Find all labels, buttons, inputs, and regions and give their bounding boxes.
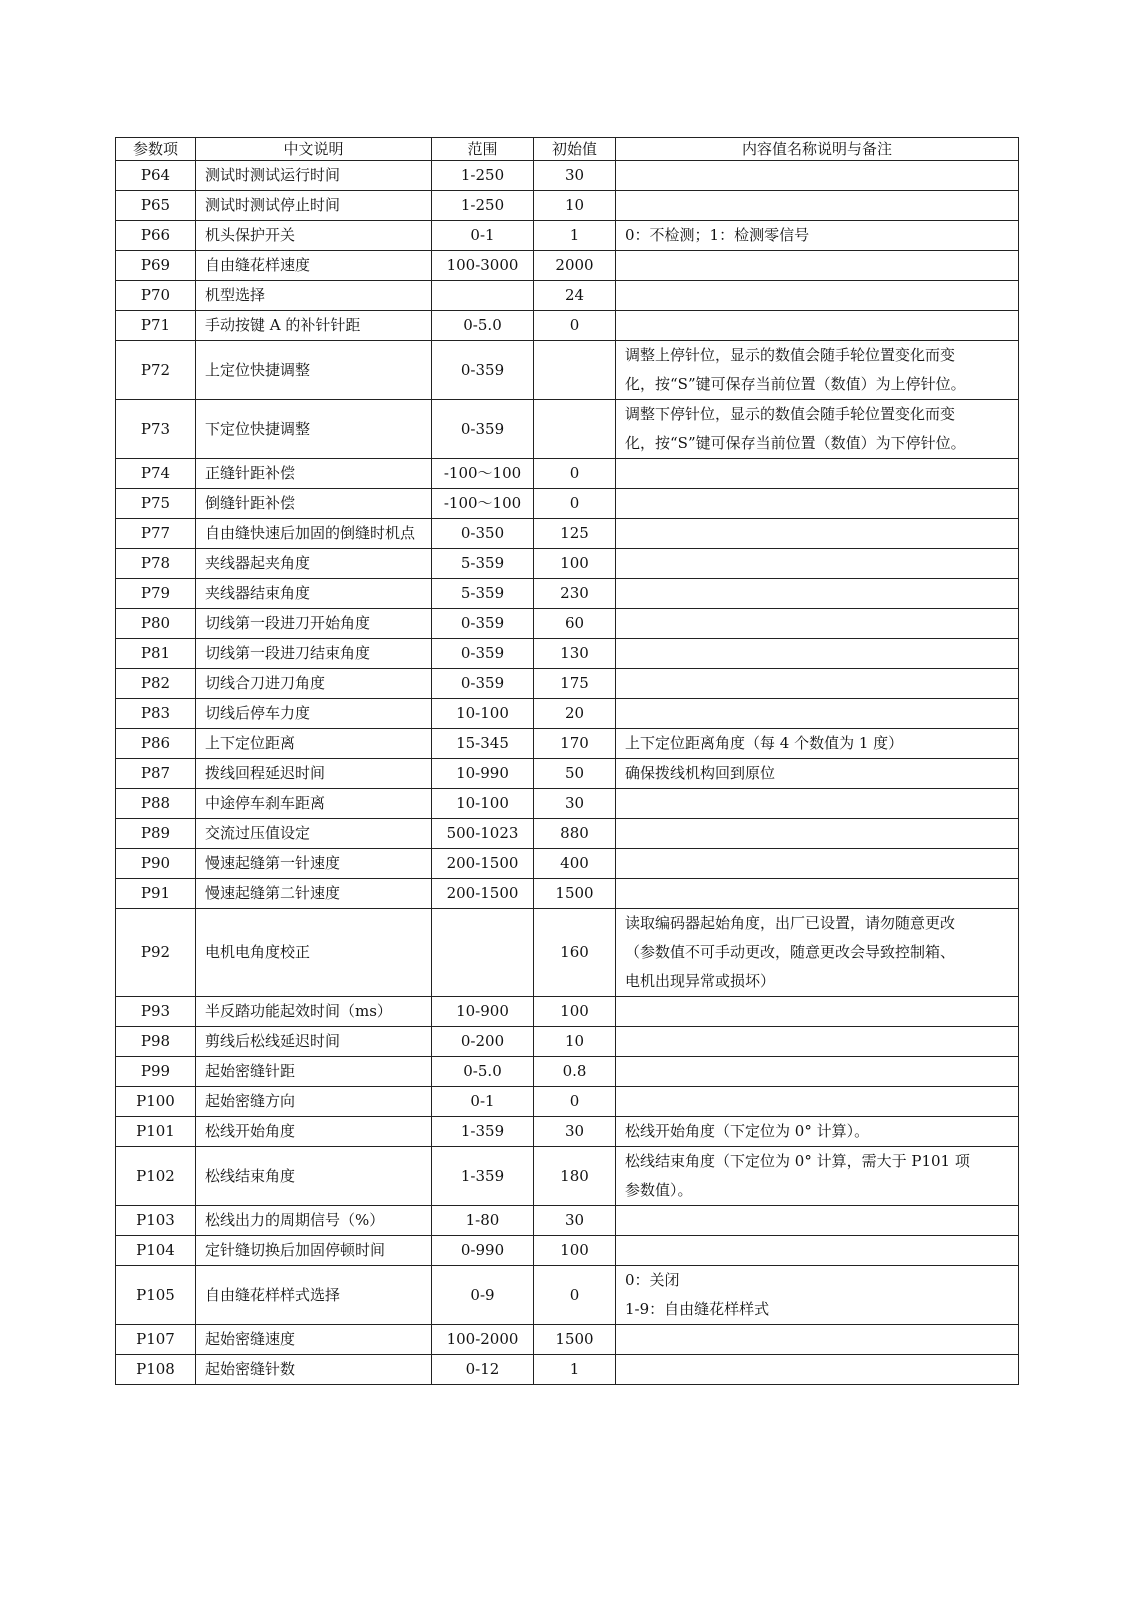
description-cell: 起始密缝速度 <box>196 1325 432 1355</box>
notes-cell <box>616 1027 1019 1057</box>
table-row <box>116 1027 1019 1057</box>
table-row <box>116 789 1019 819</box>
note-line: 确保拨线机构回到原位 <box>625 764 776 782</box>
table-row <box>116 459 1019 489</box>
note-line: 读取编码器起始角度，出厂已设置，请勿随意更改 <box>625 914 956 932</box>
initial-value-cell: 30 <box>534 1117 616 1147</box>
note-line: 调整上停针位，显示的数值会随手轮位置变化而变 <box>625 346 956 364</box>
range-cell: 200-1500 <box>432 849 534 879</box>
range-cell: 0-9 <box>432 1266 534 1325</box>
range-cell: 0-1 <box>432 1087 534 1117</box>
range-cell: 5-359 <box>432 549 534 579</box>
table-row <box>116 1325 1019 1355</box>
initial-value-cell: 100 <box>534 997 616 1027</box>
range-cell <box>432 281 534 311</box>
notes-cell <box>616 669 1019 699</box>
description-cell: 上下定位距离 <box>196 729 432 759</box>
notes-cell <box>616 879 1019 909</box>
notes-cell <box>616 341 1019 400</box>
description-cell: 自由缝花样速度 <box>196 251 432 281</box>
description-cell: 机头保护开关 <box>196 221 432 251</box>
param-id-cell: P70 <box>116 281 196 311</box>
notes-cell <box>616 849 1019 879</box>
table-row <box>116 251 1019 281</box>
notes-cell <box>616 459 1019 489</box>
initial-value-cell: 0 <box>534 1087 616 1117</box>
range-cell: 0-5.0 <box>432 1057 534 1087</box>
notes-cell <box>616 221 1019 251</box>
range-cell: 200-1500 <box>432 879 534 909</box>
param-id-cell: P92 <box>116 909 196 997</box>
param-id-cell: P64 <box>116 161 196 191</box>
param-id-cell: P66 <box>116 221 196 251</box>
param-id-cell: P69 <box>116 251 196 281</box>
description-cell: 夹线器起夹角度 <box>196 549 432 579</box>
param-id-cell: P71 <box>116 311 196 341</box>
range-cell: 0-350 <box>432 519 534 549</box>
description-cell: 下定位快捷调整 <box>196 400 432 459</box>
header-notes: 内容值名称说明与备注 <box>616 138 1019 161</box>
table-row <box>116 161 1019 191</box>
description-cell: 夹线器结束角度 <box>196 579 432 609</box>
initial-value-cell: 0 <box>534 1266 616 1325</box>
initial-value-cell: 175 <box>534 669 616 699</box>
notes-cell <box>616 161 1019 191</box>
range-cell: 15-345 <box>432 729 534 759</box>
range-cell: 0-12 <box>432 1355 534 1385</box>
table-row <box>116 519 1019 549</box>
note-line: 上下定位距离角度（每 4 个数值为 1 度） <box>625 734 904 752</box>
table-row <box>116 669 1019 699</box>
parameter-table <box>115 137 1019 1385</box>
initial-value-cell: 0.8 <box>534 1057 616 1087</box>
range-cell: 1-80 <box>432 1206 534 1236</box>
notes-cell <box>616 1117 1019 1147</box>
description-cell: 剪线后松线延迟时间 <box>196 1027 432 1057</box>
description-cell: 正缝针距补偿 <box>196 459 432 489</box>
param-id-cell: P65 <box>116 191 196 221</box>
notes-cell <box>616 1355 1019 1385</box>
description-cell: 切线合刀进刀角度 <box>196 669 432 699</box>
table-row <box>116 1147 1019 1206</box>
notes-cell <box>616 997 1019 1027</box>
note-line: 松线结束角度（下定位为 0° 计算，需大于 P101 项 <box>625 1152 970 1170</box>
note-line: 0：关闭 <box>625 1271 680 1289</box>
table-row <box>116 489 1019 519</box>
range-cell: 0-359 <box>432 609 534 639</box>
description-cell: 倒缝针距补偿 <box>196 489 432 519</box>
initial-value-cell: 1500 <box>534 879 616 909</box>
range-cell: 0-359 <box>432 341 534 400</box>
notes-cell <box>616 759 1019 789</box>
note-line: （参数值不可手动更改，随意更改会导致控制箱、 <box>625 943 956 961</box>
param-id-cell: P73 <box>116 400 196 459</box>
description-cell: 拨线回程延迟时间 <box>196 759 432 789</box>
range-cell: 0-5.0 <box>432 311 534 341</box>
table-row <box>116 609 1019 639</box>
range-cell: -100～100 <box>432 459 534 489</box>
param-id-cell: P87 <box>116 759 196 789</box>
table-row <box>116 191 1019 221</box>
header-param-id: 参数项 <box>116 138 196 161</box>
table-row <box>116 1087 1019 1117</box>
notes-cell <box>616 251 1019 281</box>
initial-value-cell: 1 <box>534 1355 616 1385</box>
note-line: 化，按“S”键可保存当前位置（数值）为上停针位。 <box>625 375 966 393</box>
initial-value-cell: 30 <box>534 161 616 191</box>
param-id-cell: P88 <box>116 789 196 819</box>
table-row <box>116 849 1019 879</box>
range-cell: 500-1023 <box>432 819 534 849</box>
note-line: 化，按“S”键可保存当前位置（数值）为下停针位。 <box>625 434 966 452</box>
table-row <box>116 639 1019 669</box>
range-cell: 10-100 <box>432 699 534 729</box>
range-cell: 10-900 <box>432 997 534 1027</box>
param-id-cell: P105 <box>116 1266 196 1325</box>
param-id-cell: P101 <box>116 1117 196 1147</box>
description-cell: 机型选择 <box>196 281 432 311</box>
table-row <box>116 549 1019 579</box>
initial-value-cell: 50 <box>534 759 616 789</box>
description-cell: 松线结束角度 <box>196 1147 432 1206</box>
description-cell: 起始密缝方向 <box>196 1087 432 1117</box>
initial-value-cell: 24 <box>534 281 616 311</box>
param-id-cell: P80 <box>116 609 196 639</box>
description-cell: 交流过压值设定 <box>196 819 432 849</box>
table-row <box>116 879 1019 909</box>
initial-value-cell: 2000 <box>534 251 616 281</box>
description-cell: 定针缝切换后加固停顿时间 <box>196 1236 432 1266</box>
description-cell: 切线第一段进刀开始角度 <box>196 609 432 639</box>
notes-cell <box>616 311 1019 341</box>
param-id-cell: P99 <box>116 1057 196 1087</box>
table-row <box>116 221 1019 251</box>
description-cell: 电机电角度校正 <box>196 909 432 997</box>
param-id-cell: P90 <box>116 849 196 879</box>
table-row <box>116 729 1019 759</box>
param-id-cell: P100 <box>116 1087 196 1117</box>
param-id-cell: P77 <box>116 519 196 549</box>
range-cell: 1-359 <box>432 1117 534 1147</box>
initial-value-cell: 180 <box>534 1147 616 1206</box>
initial-value-cell: 130 <box>534 639 616 669</box>
initial-value-cell: 1500 <box>534 1325 616 1355</box>
param-id-cell: P102 <box>116 1147 196 1206</box>
initial-value-cell: 230 <box>534 579 616 609</box>
param-id-cell: P107 <box>116 1325 196 1355</box>
table-row <box>116 1266 1019 1325</box>
header-initial-value: 初始值 <box>534 138 616 161</box>
note-line: 电机出现异常或损坏） <box>625 972 776 990</box>
table-row <box>116 1206 1019 1236</box>
initial-value-cell: 0 <box>534 489 616 519</box>
initial-value-cell: 30 <box>534 789 616 819</box>
range-cell <box>432 909 534 997</box>
notes-cell <box>616 281 1019 311</box>
range-cell: 1-250 <box>432 191 534 221</box>
description-cell: 松线开始角度 <box>196 1117 432 1147</box>
initial-value-cell: 30 <box>534 1206 616 1236</box>
description-cell: 起始密缝针距 <box>196 1057 432 1087</box>
param-id-cell: P103 <box>116 1206 196 1236</box>
initial-value-cell: 20 <box>534 699 616 729</box>
description-cell: 慢速起缝第一针速度 <box>196 849 432 879</box>
header-description: 中文说明 <box>196 138 432 161</box>
initial-value-cell: 1 <box>534 221 616 251</box>
description-cell: 起始密缝针数 <box>196 1355 432 1385</box>
notes-cell <box>616 1057 1019 1087</box>
param-id-cell: P91 <box>116 879 196 909</box>
param-id-cell: P93 <box>116 997 196 1027</box>
notes-cell <box>616 909 1019 997</box>
description-cell: 自由缝花样样式选择 <box>196 1266 432 1325</box>
param-id-cell: P75 <box>116 489 196 519</box>
range-cell: 1-250 <box>432 161 534 191</box>
param-id-cell: P72 <box>116 341 196 400</box>
initial-value-cell: 0 <box>534 459 616 489</box>
note-line: 调整下停针位，显示的数值会随手轮位置变化而变 <box>625 405 956 423</box>
initial-value-cell: 880 <box>534 819 616 849</box>
range-cell: 10-990 <box>432 759 534 789</box>
table-row <box>116 909 1019 997</box>
range-cell: 0-990 <box>432 1236 534 1266</box>
range-cell: 1-359 <box>432 1147 534 1206</box>
notes-cell <box>616 549 1019 579</box>
description-cell: 半反踏功能起效时间（ms） <box>196 997 432 1027</box>
description-cell: 上定位快捷调整 <box>196 341 432 400</box>
notes-cell <box>616 519 1019 549</box>
description-cell: 测试时测试停止时间 <box>196 191 432 221</box>
initial-value-cell: 10 <box>534 1027 616 1057</box>
range-cell: 5-359 <box>432 579 534 609</box>
initial-value-cell <box>534 400 616 459</box>
table-row <box>116 579 1019 609</box>
description-cell: 切线第一段进刀结束角度 <box>196 639 432 669</box>
notes-cell <box>616 729 1019 759</box>
note-line: 松线开始角度（下定位为 0° 计算）。 <box>625 1122 870 1140</box>
notes-cell <box>616 819 1019 849</box>
notes-cell <box>616 1206 1019 1236</box>
table-row <box>116 997 1019 1027</box>
range-cell: 0-359 <box>432 400 534 459</box>
range-cell: 100-3000 <box>432 251 534 281</box>
table-row <box>116 1117 1019 1147</box>
table-row <box>116 699 1019 729</box>
initial-value-cell: 0 <box>534 311 616 341</box>
param-id-cell: P86 <box>116 729 196 759</box>
notes-cell <box>616 639 1019 669</box>
table-row <box>116 1355 1019 1385</box>
description-cell: 松线出力的周期信号（%） <box>196 1206 432 1236</box>
range-cell: 0-200 <box>432 1027 534 1057</box>
note-line: 参数值）。 <box>625 1181 693 1199</box>
table-row <box>116 1236 1019 1266</box>
param-id-cell: P78 <box>116 549 196 579</box>
initial-value-cell: 170 <box>534 729 616 759</box>
table-row <box>116 341 1019 400</box>
description-cell: 慢速起缝第二针速度 <box>196 879 432 909</box>
table-row <box>116 819 1019 849</box>
notes-cell <box>616 1325 1019 1355</box>
param-id-cell: P104 <box>116 1236 196 1266</box>
notes-cell <box>616 1087 1019 1117</box>
notes-cell <box>616 489 1019 519</box>
notes-cell <box>616 579 1019 609</box>
initial-value-cell: 60 <box>534 609 616 639</box>
range-cell: 0-1 <box>432 221 534 251</box>
table-row <box>116 759 1019 789</box>
range-cell: 0-359 <box>432 669 534 699</box>
table-row <box>116 1057 1019 1087</box>
notes-cell <box>616 1236 1019 1266</box>
header-range: 范围 <box>432 138 534 161</box>
range-cell: 100-2000 <box>432 1325 534 1355</box>
initial-value-cell: 100 <box>534 1236 616 1266</box>
description-cell: 中途停车刹车距离 <box>196 789 432 819</box>
initial-value-cell: 100 <box>534 549 616 579</box>
note-line: 1-9：自由缝花样样式 <box>625 1300 770 1318</box>
param-id-cell: P79 <box>116 579 196 609</box>
param-id-cell: P81 <box>116 639 196 669</box>
initial-value-cell <box>534 341 616 400</box>
initial-value-cell: 125 <box>534 519 616 549</box>
range-cell: 0-359 <box>432 639 534 669</box>
table-row <box>116 400 1019 459</box>
table-header-row <box>116 138 1019 161</box>
table-row <box>116 311 1019 341</box>
param-id-cell: P83 <box>116 699 196 729</box>
description-cell: 切线后停车力度 <box>196 699 432 729</box>
notes-cell <box>616 609 1019 639</box>
notes-cell <box>616 191 1019 221</box>
param-id-cell: P74 <box>116 459 196 489</box>
range-cell: 10-100 <box>432 789 534 819</box>
notes-cell <box>616 1266 1019 1325</box>
param-id-cell: P108 <box>116 1355 196 1385</box>
description-cell: 测试时测试运行时间 <box>196 161 432 191</box>
description-cell: 手动按键 A 的补针针距 <box>196 311 432 341</box>
note-line: 0：不检测；1：检测零信号 <box>625 226 810 244</box>
description-cell: 自由缝快速后加固的倒缝时机点 <box>196 519 432 549</box>
range-cell: -100～100 <box>432 489 534 519</box>
notes-cell <box>616 789 1019 819</box>
param-id-cell: P82 <box>116 669 196 699</box>
initial-value-cell: 400 <box>534 849 616 879</box>
notes-cell <box>616 1147 1019 1206</box>
initial-value-cell: 10 <box>534 191 616 221</box>
param-id-cell: P98 <box>116 1027 196 1057</box>
initial-value-cell: 160 <box>534 909 616 997</box>
param-id-cell: P89 <box>116 819 196 849</box>
notes-cell <box>616 699 1019 729</box>
table-row <box>116 281 1019 311</box>
notes-cell <box>616 400 1019 459</box>
